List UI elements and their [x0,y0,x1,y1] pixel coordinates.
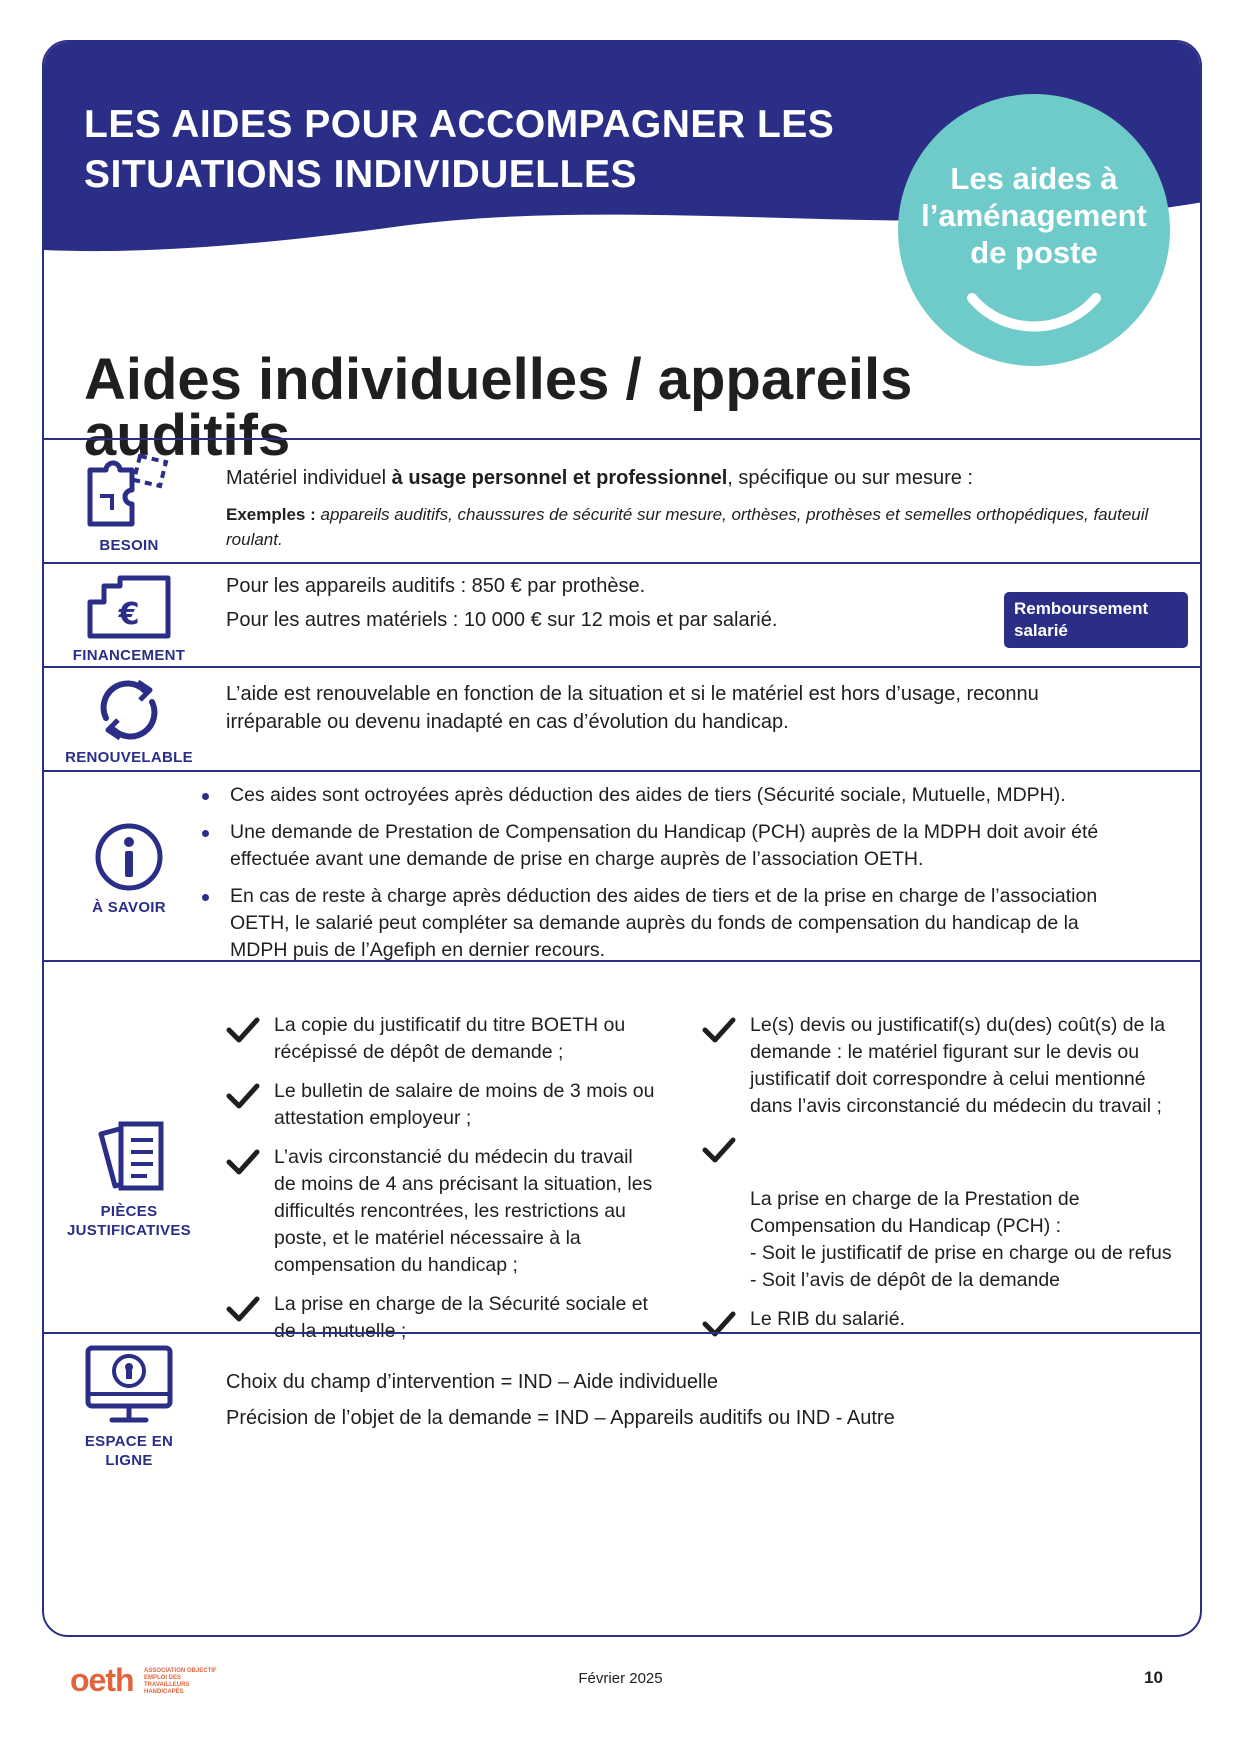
refresh-icon [94,678,164,742]
espace-line-2: Précision de l’objet de la demande = IND – Appareils auditifs ou IND - Autre [226,1407,895,1429]
section-besoin [44,438,1202,562]
topic-badge-text: Les aides à l’aménagement de poste [921,161,1147,270]
section-financement [44,562,1202,666]
renouvelable-text: L’aide est renouvelable en fonction de la situation et si le matériel est hors d’usage, reconnu irréparable ou devenu inadapté en cas d’évolution du handicap. [226,683,1039,733]
smile-icon [964,292,1104,332]
page-title: Aides individuelles / appareils auditifs [84,347,913,468]
checkmark-icon [702,1016,736,1044]
puzzle-icon [86,450,172,530]
section-pieces [44,960,1202,1342]
checklist-item: La prise en charge de la Prestation de Compensation du Handicap (PCH) : - Soit le justificatif de prise en charge ou de refus - Soit l’avis de dépôt de la demande [702,1132,1186,1294]
financement-line-1: Pour les appareils auditifs : 850 € par prothèse. [226,575,646,597]
espace-line-1: Choix du champ d’intervention = IND – Aide individuelle [226,1371,718,1393]
checkmark-icon [702,1136,736,1164]
pieces-right-list [702,1012,1186,1345]
checklist-item: Le RIB du salarié. [702,1306,1186,1333]
header-title: LES AIDES POUR ACCOMPAGNER LES SITUATIONS INDIVIDUELLES [84,103,835,196]
section-label: À SAVOIR [92,899,166,916]
section-label: ESPACE EN LIGNE [84,1433,174,1469]
topic-badge [898,94,1170,366]
checklist-item: Le bulletin de salaire de moins de 3 mois ou attestation employeur ; [226,1078,656,1132]
section-a-savoir [44,770,1202,960]
page-number: 10 [1144,1668,1163,1687]
checkmark-icon [226,1082,260,1110]
euro-icon [86,574,172,640]
checkmark-icon [226,1016,260,1044]
besoin-text: Matériel individuel à usage personnel et professionnel, spécifique ou sur mesure : [226,467,973,489]
remboursement-badge: Remboursement salarié [1004,592,1188,648]
financement-line-2: Pour les autres matériels : 10 000 € sur 12 mois et par salarié. [226,609,778,631]
checkmark-icon [226,1148,260,1176]
pieces-left-list [226,1012,656,1357]
section-label: BESOIN [99,537,159,554]
section-label: PIÈCES JUSTIFICATIVES [67,1203,191,1239]
checklist-item: La copie du justificatif du titre BOETH ou récépissé de dépôt de demande ; [226,1012,656,1066]
svg-text:€: € [118,597,140,632]
list-item: Une demande de Prestation de Compensation du Handicap (PCH) auprès de la MDPH doit avoir été effectuée avant une demande de prise en charge auprès de l’association OETH. [212,819,1112,873]
checklist-item: La prise en charge de la Sécurité sociale et de la mutuelle ; [226,1291,656,1345]
content-card [42,40,1202,1637]
info-icon [94,822,164,892]
computer-lock-icon [84,1344,174,1426]
section-renouvelable [44,666,1202,770]
checklist-item: Le(s) devis ou justificatif(s) du(des) coût(s) de la demande : le matériel figurant sur le devis ou justificatif doit correspondre à celui mentionné dans l’avis circonstancié du médecin du travail ; [702,1012,1186,1120]
section-label: FINANCEMENT [72,647,186,664]
list-item: En cas de reste à charge après déduction des aides de tiers et de la prise en charge de l’association OETH, le salarié peut compléter sa demande auprès du fonds de compensation du handicap de la MDPH puis de l’Agefiph en dernier recours. [212,883,1112,964]
besoin-examples: Exemples : appareils auditifs, chaussures de sécurité sur mesure, orthèses, prothèses et semelles orthopédiques, fauteuil roulant. [226,505,1149,549]
list-item: Ces aides sont octroyées après déduction des aides de tiers (Sécurité sociale, Mutuelle, MDPH). [212,782,1112,809]
section-label: RENOUVELABLE [65,749,193,766]
a-savoir-list [212,782,1112,974]
section-espace-en-ligne [44,1332,1202,1637]
documents-icon [89,1120,169,1196]
footer-date: Février 2025 [578,1670,663,1687]
checklist-item: L’avis circonstancié du médecin du travail de moins de 4 ans précisant la situation, les difficultés rencontrées, les restrictions au poste, et le matériel nécessaire à la compensation du handicap ; [226,1144,656,1279]
checkmark-icon [226,1295,260,1323]
